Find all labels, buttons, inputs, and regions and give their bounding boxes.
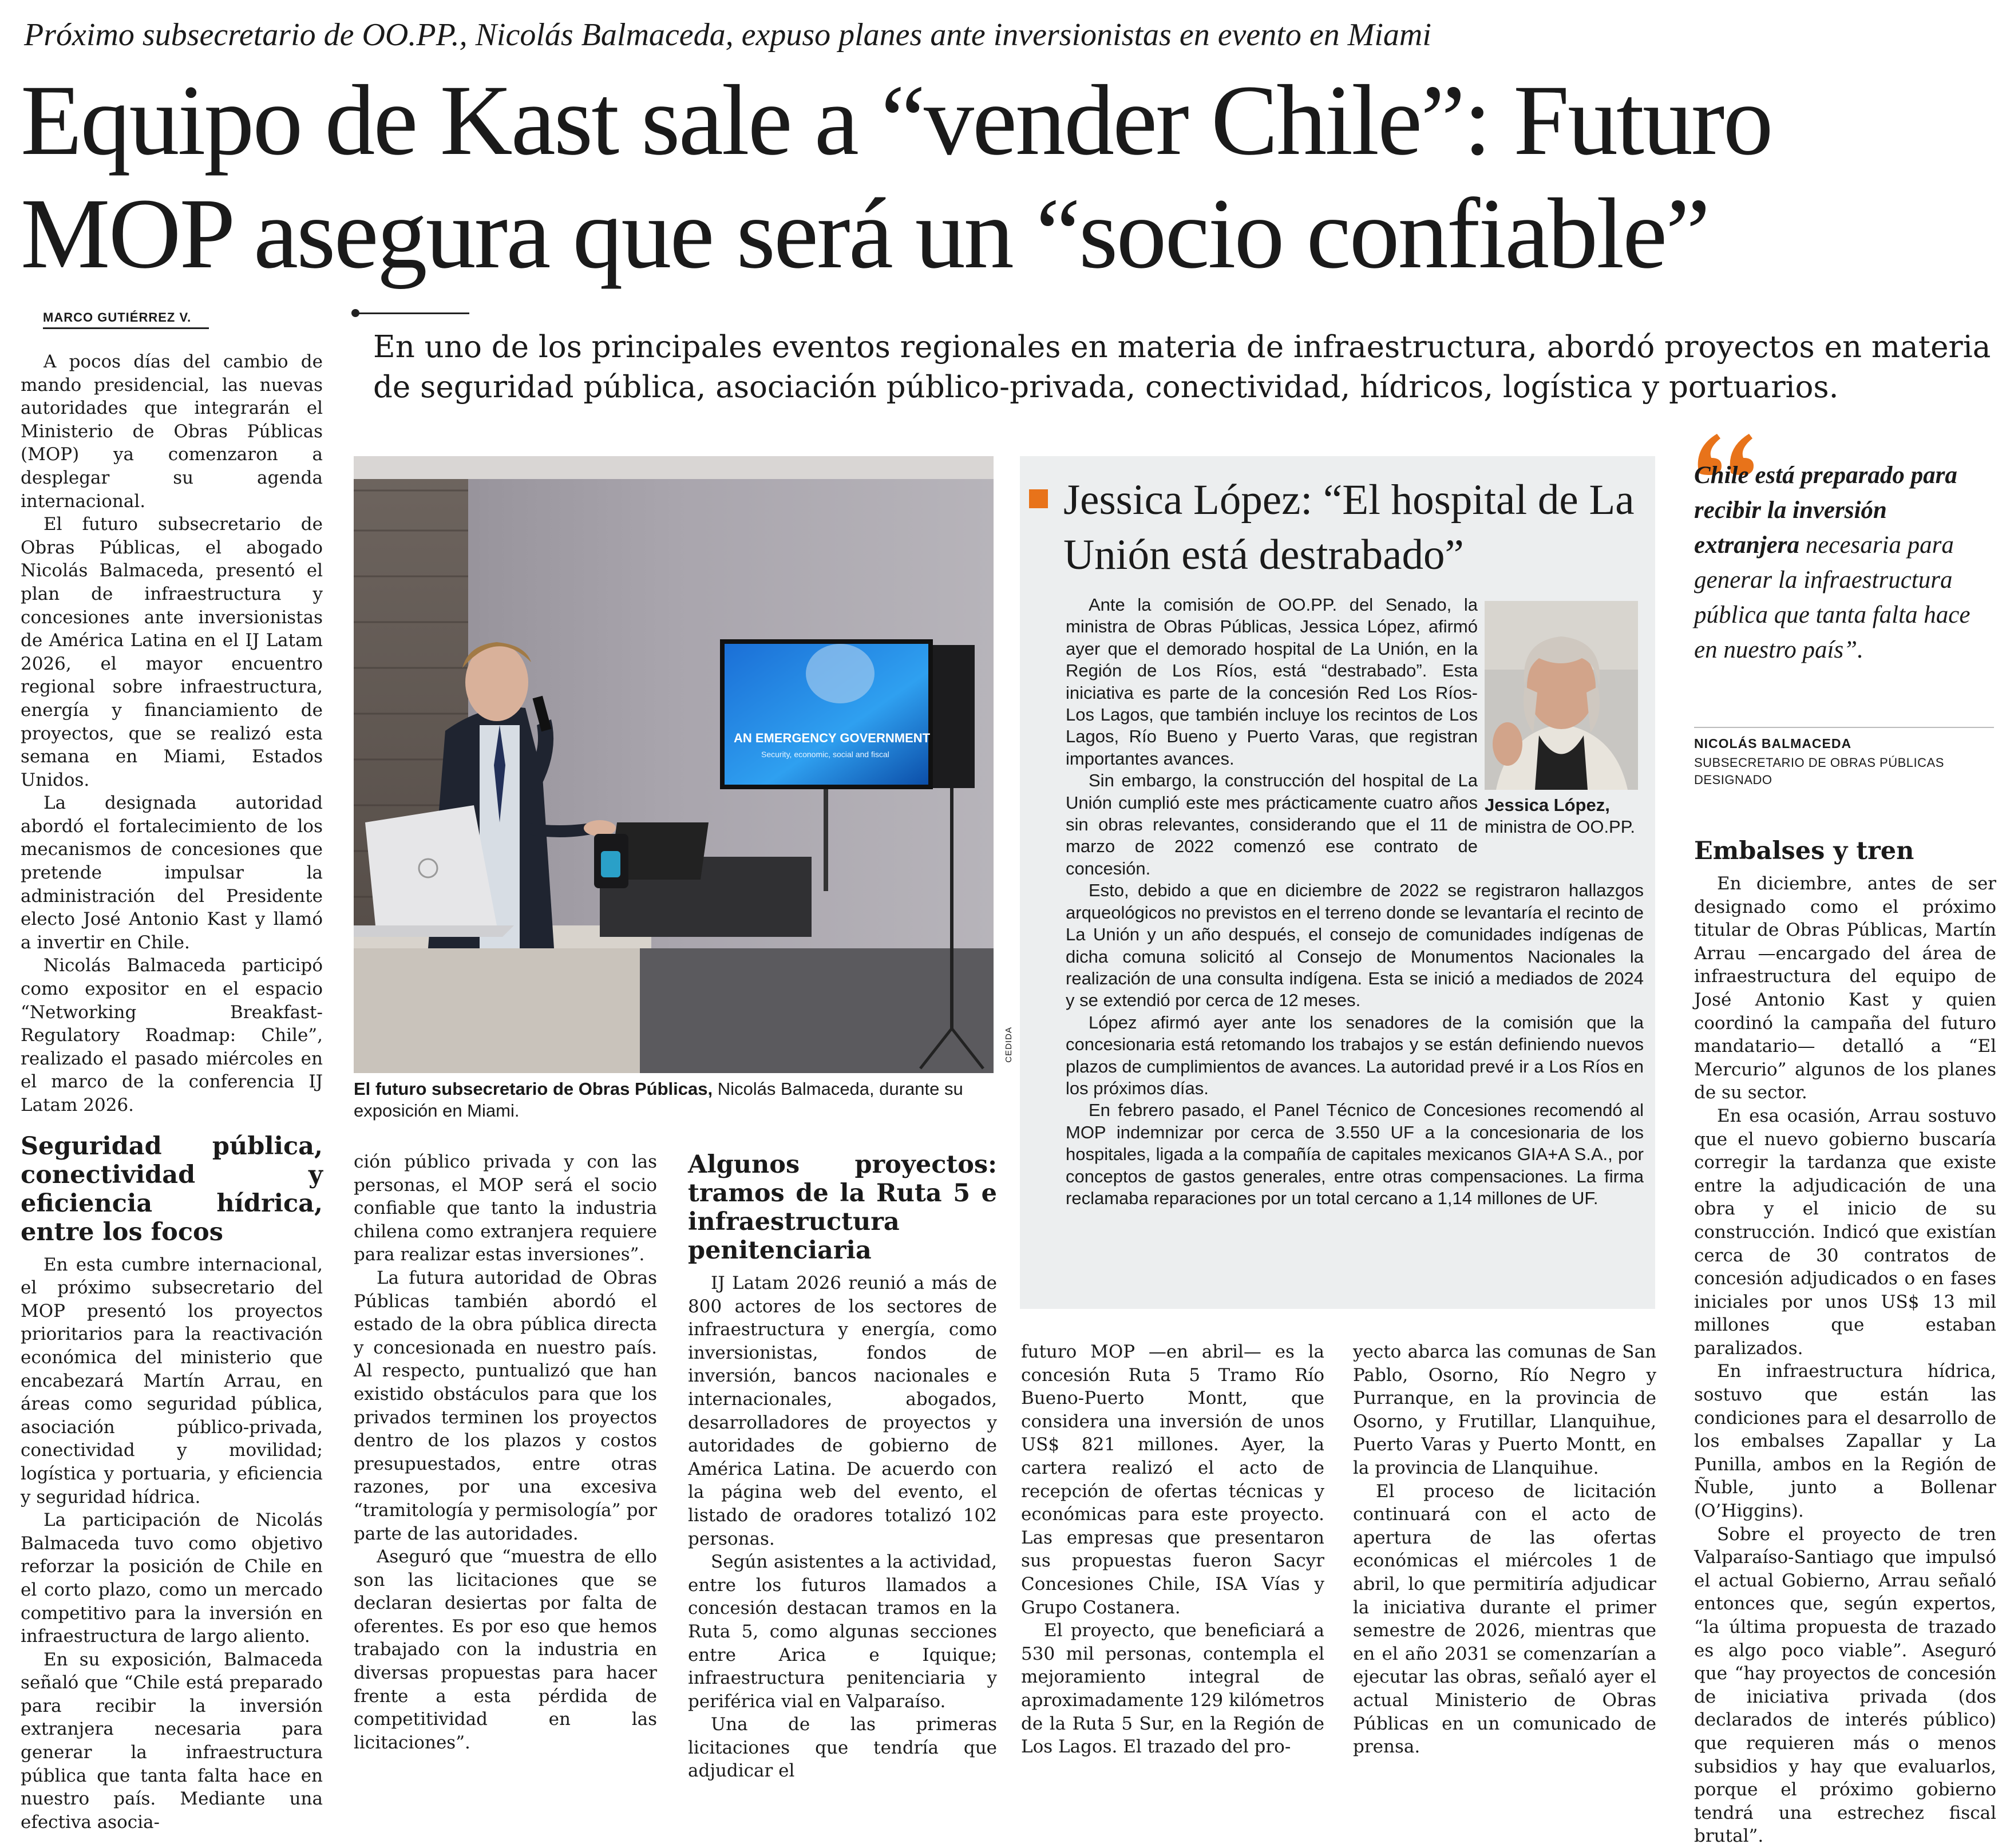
body-column-4 [688,1150,997,1783]
photo-caption-rest: Nicolás Balmaceda, durante su exposición en Miami. [354,1079,963,1121]
sidebar-paragraph: En febrero pasado, el Panel Técnico de Concesiones recomendó al MOP indemnizar por cerca de 3.550 UF a la concesionaria de los hospitales, ligada a la compañía de capitales mexicanos GIA+A S.A., por conceptos de gastos generales, entre otras compensaciones. La firma reclamaba reparaciones por un total cercano a 1,14 millones de UF. [1066,1100,1644,1208]
paragraph: En infraestructura hídrica, sostuvo que están las condiciones para el desarrollo de los embalses Zapallar y La Punilla, ambos en la Región de Ñuble, junto a Bollenar (O’Higgins). [1694,1361,1996,1522]
paragraph: En diciembre, antes de ser designado como el próximo titular de Obras Públicas, Martín Arrau —encargado del área de infraestructura del equipo de José Antonio Kast y quien coordinó la campaña del futuro mandatario— detalló a “El Mercurio” algunos de los planes de su sector. [1694,873,1996,1103]
body-column-5 [1021,1340,1324,1759]
headline-line-1: Equipo de Kast sale a “vender Chile”: Futuro [21,65,1772,176]
sidebar-photo-illustration [1485,601,1638,790]
sidebar-paragraph: López afirmó ayer ante los senadores de la comisión que la concesionaria está retomando los trabajos y se están definiendo nuevos plazos de cumplimientos de avances. La autoridad prevé ir a Los Ríos en los próximos días. [1066,1012,1644,1098]
headline [21,64,2001,291]
sidebar-title: Jessica López: “El hospital de La Unión está destrabado” [1063,476,1635,579]
photo-credit: CEDIDA [1004,1027,1014,1063]
kicker: Próximo subsecretario de OO.PP., Nicolás Balmaceda, expuso planes ante inversionistas en evento en Miami [24,17,1431,53]
headline-line-2: MOP asegura que será un “socio confiable” [21,178,1709,290]
paragraph: ción público privada y con las personas, el MOP será el socio confiable que tanto la industria chilena como extranjera requiere para realizar estas inversiones”. [354,1151,657,1265]
paragraph: El futuro subsecretario de Obras Públicas, el abogado Nicolás Balmaceda, presentó el plan de infraestructura y concesiones ante inversionistas de América Latina en el IJ Latam 2026, el mayor encuentro regional sobre infraestructura, energía y financiamiento de proyectos, que se realizó esta semana en Miami, Estados Unidos. [21,514,323,790]
screen-line-1: AN EMERGENCY GOVERNMENT [734,731,931,745]
subhead-proyectos: Algunos proyectos: tramos de la Ruta 5 e infraestructura penitenciaria [688,1150,997,1265]
paragraph: futuro MOP —en abril— es la concesión Ruta 5 Tramo Río Bueno-Puerto Montt, que considera una inversión de unos US$ 821 millones. Ayer, la cartera realizó el acto de recepción de ofertas técnicas y económicas para este proyecto. Las empresas que presentaron sus propuestas fueron Sacyr Concesiones Chile, ISA Vías y Grupo Costanera. [1021,1342,1324,1618]
photo-illustration [354,456,994,1073]
body-column-right [1694,837,1996,1848]
body-column-1 [21,350,323,1834]
pull-quote-bold: Chile está preparado para recibir la inversión extranjera [1694,462,1957,559]
pull-quote-rest: necesaria para generar la infraestructura pública que tanta falta hace en nuestro país”. [1694,532,1971,663]
pull-quote [1694,458,1997,667]
sidebar-photo-caption-name: Jessica López, [1485,795,1610,815]
deck: En uno de los principales eventos regionales en materia de infraestructura, abordó proyectos en materia de seguridad pública, asociación público-privada, conectividad, hídricos, logística y portuarios. [373,330,1991,405]
main-photo [354,456,994,1073]
paragraph: Sobre el proyecto de tren Valparaíso-Santiago que impulsó el actual Gobierno, Arrau señaló entonces que, según expertos, “la última propuesta de trazado es algo poco viable”. Aseguró que “hay proyectos de concesión de iniciativa privada (dos declarados de interés público) que requieren más o menos subsidios y hay que evaluarlos, porque el próximo gobierno tendrá una estrechez fiscal brutal”. [1694,1523,1996,1847]
sidebar-square-marker [1029,489,1048,508]
photo-caption-bold: El futuro subsecretario de Obras Públicas, [354,1079,713,1099]
sidebar-photo [1485,601,1638,790]
paragraph: El proceso de licitación continuará con el acto de apertura de las ofertas económicas el miércoles 1 de abril, lo que permitiría adjudicar la iniciativa durante el primer semestre de 2026, mientras que en el año 2031 se comenzarían a ejecutar las obras, señaló ayer el actual Ministerio de Obras Públicas en un comunicado de prensa. [1353,1481,1656,1758]
paragraph: A pocos días del cambio de mando presidencial, las nuevas autoridades que integrarán el Ministerio de Obras Públicas (MOP) ya comenzaron a desplegar su agenda internacional. [21,351,323,512]
paragraph: En esta cumbre internacional, el próximo subsecretario del MOP presentó los proyectos prioritarios para la reactivación económica del ministerio que encabezará Martín Arrau, en áreas como seguridad pública, asociación público-privada, conectividad y movilidad; logística y portuaria, y eficiencia y seguridad hídrica. [21,1254,323,1507]
paragraph: En su exposición, Balmaceda señaló que “Chile está preparado para recibir la inversión extranjera necesaria para generar la infraestructura pública que tanta falta hace en nuestro país. Mediante una efectiva asocia- [21,1649,323,1833]
quote-attribution-role: SUBSECRETARIO DE OBRAS PÚBLICAS DESIGNADO [1694,755,1944,787]
paragraph: IJ Latam 2026 reunió a más de 800 actores de los sectores de infraestructura y energía, como inversionistas, fondos de inversión, bancos nacionales e internacionales, abogados, desarrolladores de proyectos y autoridades de gobierno de América Latina. De acuerdo con la página web del evento, el listado de oradores totalizó 102 personas. [688,1273,997,1549]
body-column-6 [1353,1340,1656,1759]
paragraph: Nicolás Balmaceda participó como expositor en el espacio “Networking Breakfast-Regulatory Roadmap: Chile”, realizado el pasado miércoles en el marco de la conferencia IJ Latam 2026. [21,955,323,1115]
body-column-3 [354,1150,657,1754]
sidebar-paragraph: Sin embargo, la construcción del hospital de La Unión cumplió este mes prácticamente cuatro años sin obras relevantes, considerando que el 11 de marzo de 2022 comenzó ese contrato de concesión. [1066,770,1478,879]
deck-rule [355,312,469,314]
sidebar-photo-caption-role: ministra de OO.PP. [1485,817,1636,837]
sidebar-paragraph: Ante la comisión de OO.PP. del Senado, la ministra de Obras Públicas, Jessica López, afirmó ayer que el demorado hospital de La Unión, en la Región de Los Ríos, está “destrabado”. Esta iniciativa es parte de la concesión Red Los Ríos-Los Lagos, que también incluye los recintos de Los Lagos, Río Bueno y Puerto Varas, que registran importantes avances. [1066,595,1478,769]
paragraph: La futura autoridad de Obras Públicas también abordó el estado de la obra pública directa y concesionada en nuestro país. Al respecto, puntualizó que han existido obstáculos para que los privados terminen los proyectos dentro de los plazos y costos presupuestados, entre otras razones, por una excesiva “tramitología y permisología” por parte de las autoridades. [354,1267,657,1544]
sidebar-paragraph: Esto, debido a que en diciembre de 2022 se registraron hallazgos arqueológicos no previstos en el terreno donde se levantaría el recinto de La Unión y un año después, el consejo de comunidades indígenas de dicha comuna solicitó al Consejo de Monumentos Nacionales la realización de una consulta indígena. Esta se inició a mediados de 2024 y se extendió por cerca de 12 meses. [1066,880,1644,1011]
sidebar-photo-caption [1485,794,1645,838]
paragraph: Una de las primeras licitaciones que tendría que adjudicar el [688,1714,997,1782]
byline: MARCO GUTIÉRREZ V. [43,310,192,325]
byline-rule [43,327,209,329]
paragraph: El proyecto, que beneficiará a 530 mil personas, contempla el mejoramiento integral de aproximadamente 129 kilómetros de la Ruta 5 Sur, en la Región de Los Lagos. El trazado del pro- [1021,1620,1324,1758]
quote-attribution-name: NICOLÁS BALMACEDA [1694,736,1852,751]
paragraph: La participación de Nicolás Balmaceda tuvo como objetivo reforzar la posición de Chile en el corto plazo, como un mercado competitivo para la inversión en infraestructura de largo aliento. [21,1510,323,1647]
paragraph: Aseguró que “muestra de ello son las licitaciones que se declaran desiertas por falta de oferentes. Es por eso que hemos trabajado con la industria en diversas propuestas para hacer frente a esta pérdida de competitividad en las licitaciones”. [354,1546,657,1753]
paragraph: yecto abarca las comunas de San Pablo, Osorno, Río Negro y Purranque, en la provincia de Osorno, y Frutillar, Llanquihue, Puerto Varas y Puerto Montt, en la provincia de Llanquihue. [1353,1342,1656,1478]
quote-rule [1694,727,1994,728]
paragraph: Según asistentes a la actividad, entre los futuros llamados a concesión destacan tramos en la Ruta 5, como algunas secciones entre Arica e Iquique; infraestructura penitenciaria y periférica vial en Valparaíso. [688,1552,997,1712]
subhead-embalses: Embalses y tren [1694,837,1914,865]
screen-line-2: Security, economic, social and fiscal [761,750,889,759]
paragraph: La designada autoridad abordó el fortalecimiento de los mecanismos de concesiones que pretende impulsar la administración del Presidente electo José Antonio Kast y llamó a invertir en Chile. [21,793,323,953]
photo-caption [354,1078,1000,1122]
subhead-seguridad: Seguridad pública, conectividad y eficiencia hídrica, entre los focos [21,1131,323,1246]
paragraph: En esa ocasión, Arrau sostuvo que el nuevo gobierno buscaría corregir la tardanza que existe entre la adjudicación de una obra y el inicio de su construcción. Indicó que existían cerca de 30 contratos de concesión adjudicados o en fases iniciales por unos US$ 13 mil millones que estaban paralizados. [1694,1105,1996,1359]
